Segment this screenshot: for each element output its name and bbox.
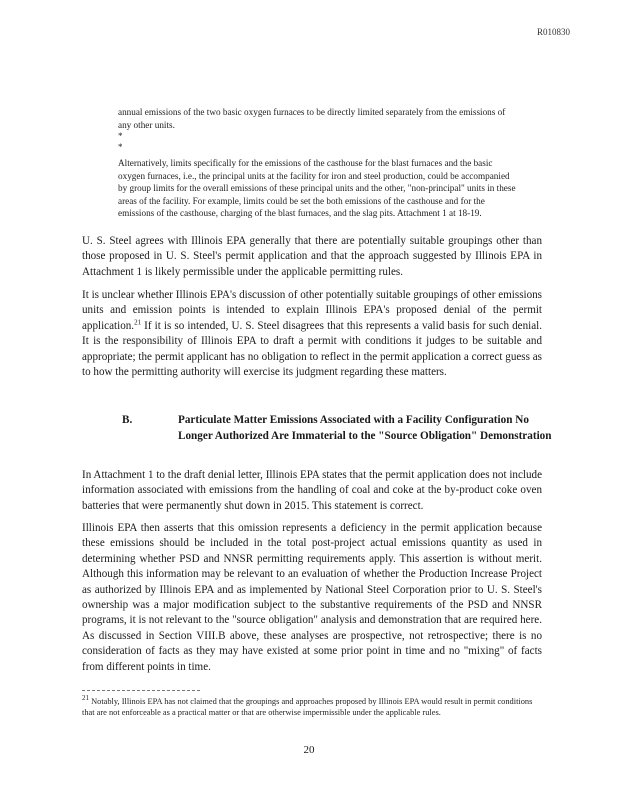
- ellipsis-mark-1: *: [118, 131, 123, 141]
- paragraph-text-start: It is unclear whether Illinois EPA's discussion of other potentially suitable groupings of other emissions units and emission points is intended to explain Illinois EPA's proposed denial of the permit application.: [82, 289, 542, 332]
- footnote: [82, 696, 542, 719]
- section-letter: B.: [122, 414, 133, 426]
- footnote-reference: 21: [134, 318, 142, 327]
- ellipsis-mark-2: *: [118, 142, 123, 152]
- block-quote-part-1: [118, 106, 518, 131]
- quote-text-2: Alternatively, limits specifically for the emissions of the casthouse for the blast furnaces and the basic oxygen furnaces, i.e., the principal units at the facility for iron and steel production, could be accompanied by group limits for the overall emissions of these principal units and the other, "non-principal" units in these areas of the facility. For example, limits could be set the both emissions of the casthouse and for the emissions of the casthouse, charging of the blast furnaces, and the slag pits. Attachment 1 at 18-19.: [118, 158, 516, 219]
- footnote-number: 21: [82, 694, 89, 703]
- footnote-text: Notably, Illinois EPA has not claimed that the groupings and approaches proposed by Illinois EPA would result in permit conditions that are not enforceable as a practical matter or that are otherwise impermissible under the applicable rules.: [82, 697, 533, 718]
- footnote-separator: [82, 690, 200, 691]
- paragraph-assertion-rebuttal: Illinois EPA then asserts that this omission represents a deficiency in the permit application because these emissions should be included in the total post-project actual emissions quantity as used in determining whether PSD and NNSR permitting requirements apply. This assertion is without merit. Although this information may be relevant to an evaluation of whether the Production Increase Project as authorized by Illinois EPA and as implemented by National Steel Corporation prior to U. S. Steel's ownership was a major modification subject to the substantive requirements of the PSD and NNSR programs, it is not relevant to the "source obligation" analysis and demonstration that are required here. As discussed in Section VIII.B above, these analyses are prospective, not retrospective; there is no consideration of facts as they may have existed at some prior point in time and no "mixing" of facts from different points in time.: [82, 522, 542, 673]
- block-quote-part-2: [118, 157, 518, 220]
- paragraph-agreement: U. S. Steel agrees with Illinois EPA generally that there are potentially suitable groupings other than those proposed in U. S. Steel's permit application and that the approach suggested by Illinois EPA in Attachment 1 is likely permissible under the applicable permitting rules.: [82, 235, 542, 278]
- quote-text-1: annual emissions of the two basic oxygen furnaces to be directly limited separately from the emissions of any other units.: [118, 107, 506, 130]
- section-title: Particulate Matter Emissions Associated with a Facility Configuration No Longer Authorized Are Immaterial to the "Source Obligation" Demonstration: [178, 414, 552, 442]
- paragraph-attachment-statement: In Attachment 1 to the draft denial letter, Illinois EPA states that the permit application does not include information associated with emissions from the handling of coal and coke at the by-product coke oven batteries that were permanently shut down in 2015. This statement is correct.: [82, 469, 542, 512]
- document-id: R010830: [536, 27, 570, 37]
- paragraph-text-end: If it is so intended, U. S. Steel disagrees that this represents a valid basis for such denial. It is the responsibility of Illinois EPA to draft a permit with conditions it judges to be suitable and appropriate; the permit applicant has no obligation to reflect in the permit application a correct guess as to how the permitting authority will exercise its judgment regarding these matters.: [82, 319, 542, 379]
- page-number: 20: [303, 744, 315, 756]
- paragraph-unclear-denial: [82, 288, 542, 380]
